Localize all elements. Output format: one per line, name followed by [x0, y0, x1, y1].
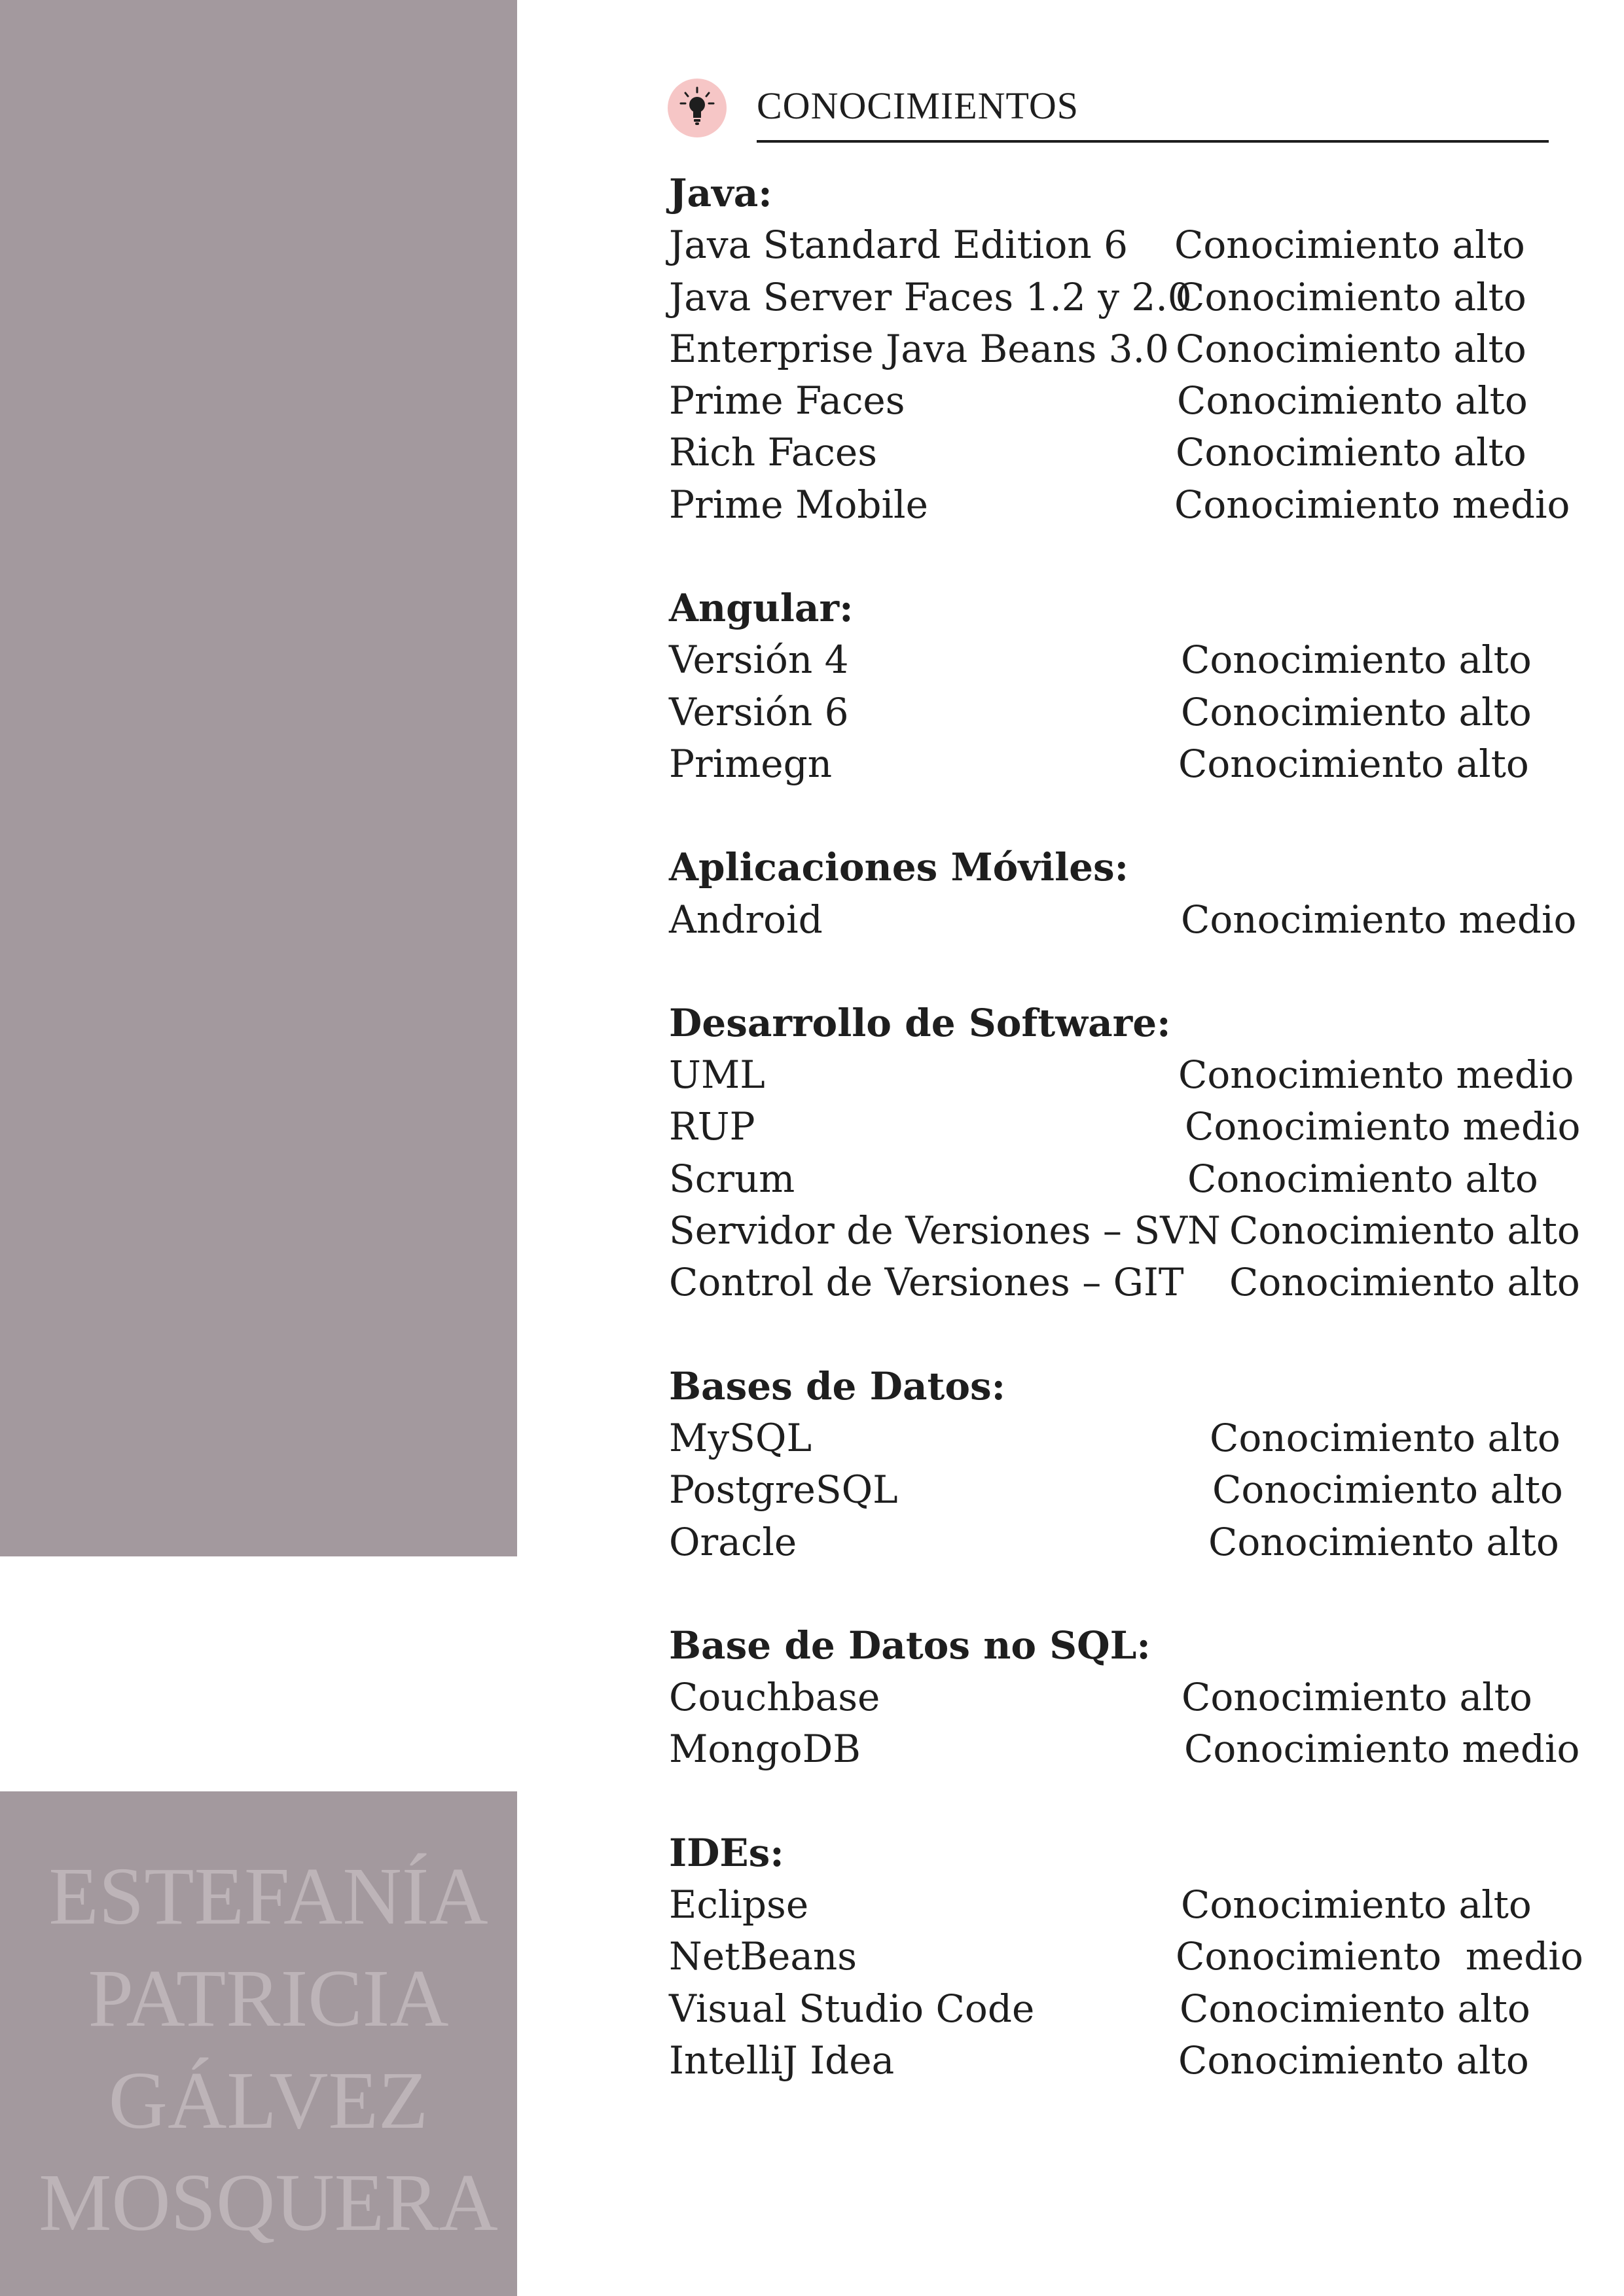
skill-level: Conocimiento alto [1181, 1882, 1532, 1928]
skill-section [669, 1827, 1612, 2087]
skill-level: Conocimiento alto [1187, 1156, 1538, 1201]
name-line: PATRICIA [88, 1954, 449, 2044]
skill-row [669, 1723, 1612, 1775]
skill-level: Conocimiento medio [1181, 897, 1577, 942]
skill-row [669, 272, 1612, 323]
skill-row [669, 1879, 1612, 1931]
skill-level: Conocimiento alto [1178, 2037, 1529, 2083]
skill-level: Conocimiento alto [1181, 689, 1532, 734]
skill-name: UML [669, 1052, 765, 1098]
page-title: CONOCIMIENTOS [757, 84, 1079, 127]
skill-row [669, 634, 1612, 686]
skill-row [669, 1931, 1612, 1982]
lightbulb-icon [668, 79, 727, 137]
name-line: GÁLVEZ [108, 2056, 429, 2146]
skill-name: Prime Faces [669, 378, 905, 423]
skill-level: Conocimiento alto [1177, 378, 1528, 423]
heading-divider [757, 140, 1549, 143]
name-line: ESTEFANÍA [48, 1852, 488, 1942]
skill-section [669, 168, 1612, 531]
skill-name: MySQL [669, 1415, 812, 1460]
skill-name: Versión 6 [669, 689, 849, 734]
skill-name: Visual Studio Code [669, 1986, 1035, 2031]
skill-name: Control de Versiones – GIT [669, 1260, 1184, 1305]
skill-section [669, 1620, 1612, 1776]
skill-name: MongoDB [669, 1727, 861, 1772]
skill-level: Conocimiento alto [1210, 1415, 1561, 1460]
skill-section [669, 842, 1612, 946]
skill-row [669, 738, 1612, 790]
skill-row [669, 1983, 1612, 2035]
skills-content [669, 168, 1612, 2138]
skill-row [669, 687, 1612, 738]
skill-row [669, 1153, 1612, 1205]
skill-level: Conocimiento medio [1176, 1934, 1583, 1979]
skill-row [669, 1101, 1612, 1153]
section-title: Angular: [669, 586, 854, 631]
skill-name: Primegn [669, 741, 833, 786]
skill-level: Conocimiento alto [1182, 1675, 1532, 1720]
skill-level: Conocimiento alto [1181, 637, 1532, 683]
skill-row [669, 1516, 1612, 1568]
skill-row [669, 1464, 1612, 1516]
skill-row [669, 894, 1612, 946]
section-title: Desarrollo de Software: [669, 1000, 1171, 1045]
skill-level: Conocimiento medio [1174, 482, 1570, 527]
skill-level: Conocimiento medio [1185, 1104, 1581, 1149]
skill-row [669, 1412, 1612, 1464]
skill-row [669, 1257, 1612, 1308]
skill-name: Android [669, 897, 823, 942]
skill-level: Conocimiento medio [1184, 1727, 1580, 1772]
skill-name: Rich Faces [669, 430, 877, 475]
skill-row [669, 427, 1612, 478]
section-heading [668, 77, 1538, 143]
skill-row [669, 2035, 1612, 2087]
section-title: Java: [669, 171, 772, 215]
skill-level: Conocimiento alto [1176, 430, 1526, 475]
skill-name: Servidor de Versiones – SVN [669, 1208, 1221, 1253]
skill-name: Versión 4 [669, 637, 849, 683]
skill-row [669, 323, 1612, 375]
skill-name: Couchbase [669, 1675, 880, 1720]
candidate-name [0, 1846, 537, 2254]
skill-name: NetBeans [669, 1934, 857, 1979]
skill-level: Conocimiento alto [1176, 274, 1526, 319]
name-line: MOSQUERA [39, 2158, 498, 2248]
skill-row [669, 479, 1612, 531]
section-title: IDEs: [669, 1830, 784, 1875]
section-title: Base de Datos no SQL: [669, 1623, 1151, 1668]
skill-name: PostgreSQL [669, 1467, 898, 1513]
skill-name: Prime Mobile [669, 482, 928, 527]
skill-name: Scrum [669, 1156, 795, 1201]
skill-level: Conocimiento alto [1229, 1260, 1580, 1305]
skill-level: Conocimiento alto [1212, 1467, 1563, 1513]
skill-section [669, 583, 1612, 790]
skill-row [669, 1672, 1612, 1723]
skill-name: IntelliJ Idea [669, 2037, 895, 2083]
skill-section [669, 997, 1612, 1309]
skill-level: Conocimiento alto [1178, 741, 1529, 786]
skill-name: RUP [669, 1104, 755, 1149]
section-title: Aplicaciones Móviles: [669, 845, 1129, 890]
skill-row [669, 219, 1612, 271]
skill-name: Oracle [669, 1519, 797, 1564]
skill-level: Conocimiento alto [1176, 326, 1526, 371]
skill-row [669, 1205, 1612, 1257]
skill-level: Conocimiento alto [1174, 223, 1525, 268]
sidebar-top-panel [0, 0, 517, 1556]
skill-level: Conocimiento medio [1178, 1052, 1574, 1098]
skill-name: Java Server Faces 1.2 y 2.0 [669, 274, 1192, 319]
skill-name: Eclipse [669, 1882, 809, 1928]
skill-level: Conocimiento alto [1208, 1519, 1559, 1564]
skill-name: Enterprise Java Beans 3.0 [669, 326, 1169, 371]
skill-row [669, 375, 1612, 427]
skill-level: Conocimiento alto [1180, 1986, 1530, 2031]
section-title: Bases de Datos: [669, 1363, 1006, 1408]
skill-section [669, 1361, 1612, 1568]
skill-level: Conocimiento alto [1229, 1208, 1580, 1253]
skill-row [669, 1049, 1612, 1101]
skill-name: Java Standard Edition 6 [669, 223, 1128, 268]
